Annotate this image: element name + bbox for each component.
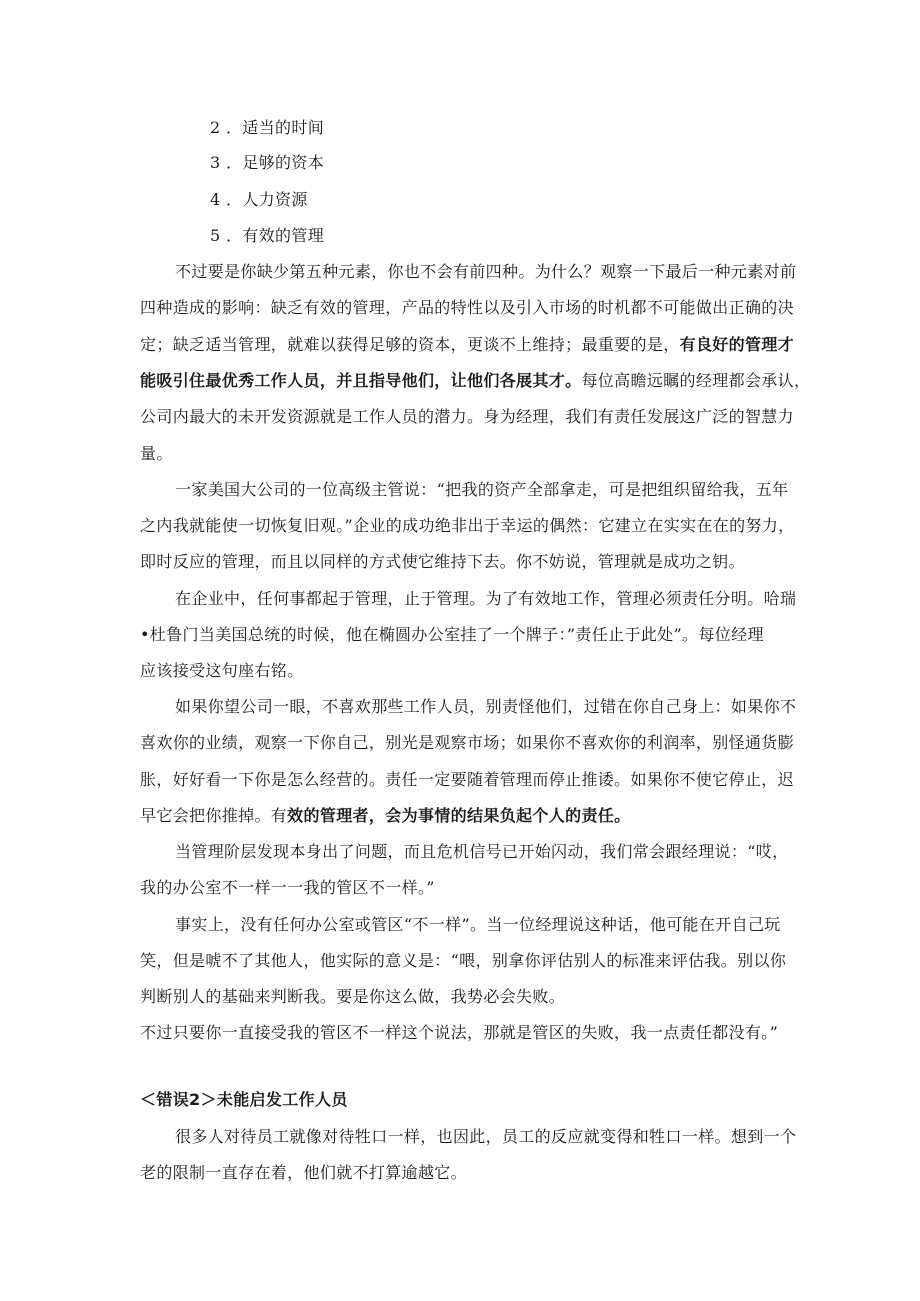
emphasis-text: 有良好的管理才 bbox=[679, 335, 795, 354]
paragraph-line: 喜欢你的业绩，观察一下你自己，别光是观察市场；如果你不喜欢你的利润率，别怪通货膨 bbox=[140, 733, 795, 752]
paragraph-line: 如果你望公司一眼，不喜欢那些工作人员，别责怪他们，过错在你自己身上：如果你不 bbox=[175, 697, 797, 716]
paragraph-line: 不过只要你一直接受我的管区不一样这个说法，那就是管区的失败，我一点责任都没有。” bbox=[140, 1023, 779, 1042]
text-run: 定；缺乏适当管理，就难以获得足够的资本，更谈不上维持；最重要的是， bbox=[140, 335, 680, 354]
paragraph-line: 胀，好好看一下你是怎么经营的。责任一定要随着管理而停止推诿。如果你不使它停止，迟 bbox=[140, 770, 795, 789]
paragraph-line: 公司内最大的未开发资源就是工作人员的潜力。身为经理，我们有责任发展这广泛的智慧力 bbox=[140, 407, 795, 426]
paragraph-line bbox=[140, 371, 810, 391]
paragraph-line: 判断别人的基础来判断我。要是你这么做，我势必会失败。 bbox=[140, 987, 566, 1006]
paragraph-line bbox=[140, 806, 631, 826]
paragraph-line bbox=[140, 335, 794, 355]
paragraph-line: 四种造成的影响：缺乏有效的管理，产品的特性以及引入市场的时机都不可能做出正确的决 bbox=[140, 298, 795, 317]
emphasis-text: 效的管理者，会为事情的结果负起个人的责任。 bbox=[287, 806, 631, 825]
list-item: 2 ．适当的时间 bbox=[210, 118, 325, 137]
paragraph-line: 笑，但是唬不了其他人，他实际的意义是：“喂，别拿你评估别人的标准来评估我。别以你 bbox=[140, 951, 787, 970]
emphasis-text: 能吸引住最优秀工作人员，并且指导他们，让他们各展其才。 bbox=[140, 371, 582, 390]
text-run: 早它会把你推掉。有 bbox=[140, 806, 288, 825]
paragraph-line: 我的办公室不一样一一我的管区不一样。” bbox=[140, 878, 435, 897]
paragraph-line: 老的限制一直存在着，他们就不打算逾越它。 bbox=[140, 1163, 468, 1182]
paragraph-line: 不过要是你缺少第五种元素，你也不会有前四种。为什么？观察一下最后一种元素对前 bbox=[175, 262, 797, 281]
paragraph-line: 在企业中，任何事都起于管理，止于管理。为了有效地工作，管理必须责任分明。哈瑞 bbox=[175, 589, 797, 608]
paragraph-line: 很多人对待员工就像对待牲口一样，也因此，员工的反应就变得和牲口一样。想到一个 bbox=[175, 1127, 797, 1146]
text-run: 每位高瞻远瞩的经理都会承认， bbox=[581, 371, 811, 390]
list-item: 5 ．有效的管理 bbox=[210, 226, 325, 245]
list-item: 4 ．人力资源 bbox=[210, 190, 308, 209]
section-heading: ＜错误2＞未能启发工作人员 bbox=[140, 1090, 348, 1109]
paragraph-line: 事实上，没有任何办公室或管区“不一样”。当一位经理说这种话，他可能在开自己玩 bbox=[175, 915, 781, 934]
paragraph-line: 之内我就能使一切恢复旧观。”企业的成功绝非出于幸运的偶然：它建立在实实在在的努力， bbox=[140, 516, 795, 535]
paragraph-line: 应该接受这句座右铭。 bbox=[140, 661, 304, 680]
paragraph-line: 当管理阶层发现本身出了问题，而且危机信号已开始闪动，我们常会跟经理说：“哎， bbox=[175, 842, 789, 861]
list-item: 3 ．足够的资本 bbox=[210, 153, 325, 172]
paragraph-line: •杜鲁门当美国总统的时候，他在椭圆办公室挂了一个牌子：”责任止于此处”。每位经理 bbox=[140, 625, 764, 644]
paragraph-line: 即时反应的管理，而且以同样的方式使它维持下去。你不妨说，管理就是成功之钥。 bbox=[140, 552, 745, 571]
paragraph-line: 一家美国大公司的一位高级主管说：“把我的资产全部拿走，可是把组织留给我，五年 bbox=[175, 480, 789, 499]
paragraph-line: 量。 bbox=[140, 444, 173, 463]
